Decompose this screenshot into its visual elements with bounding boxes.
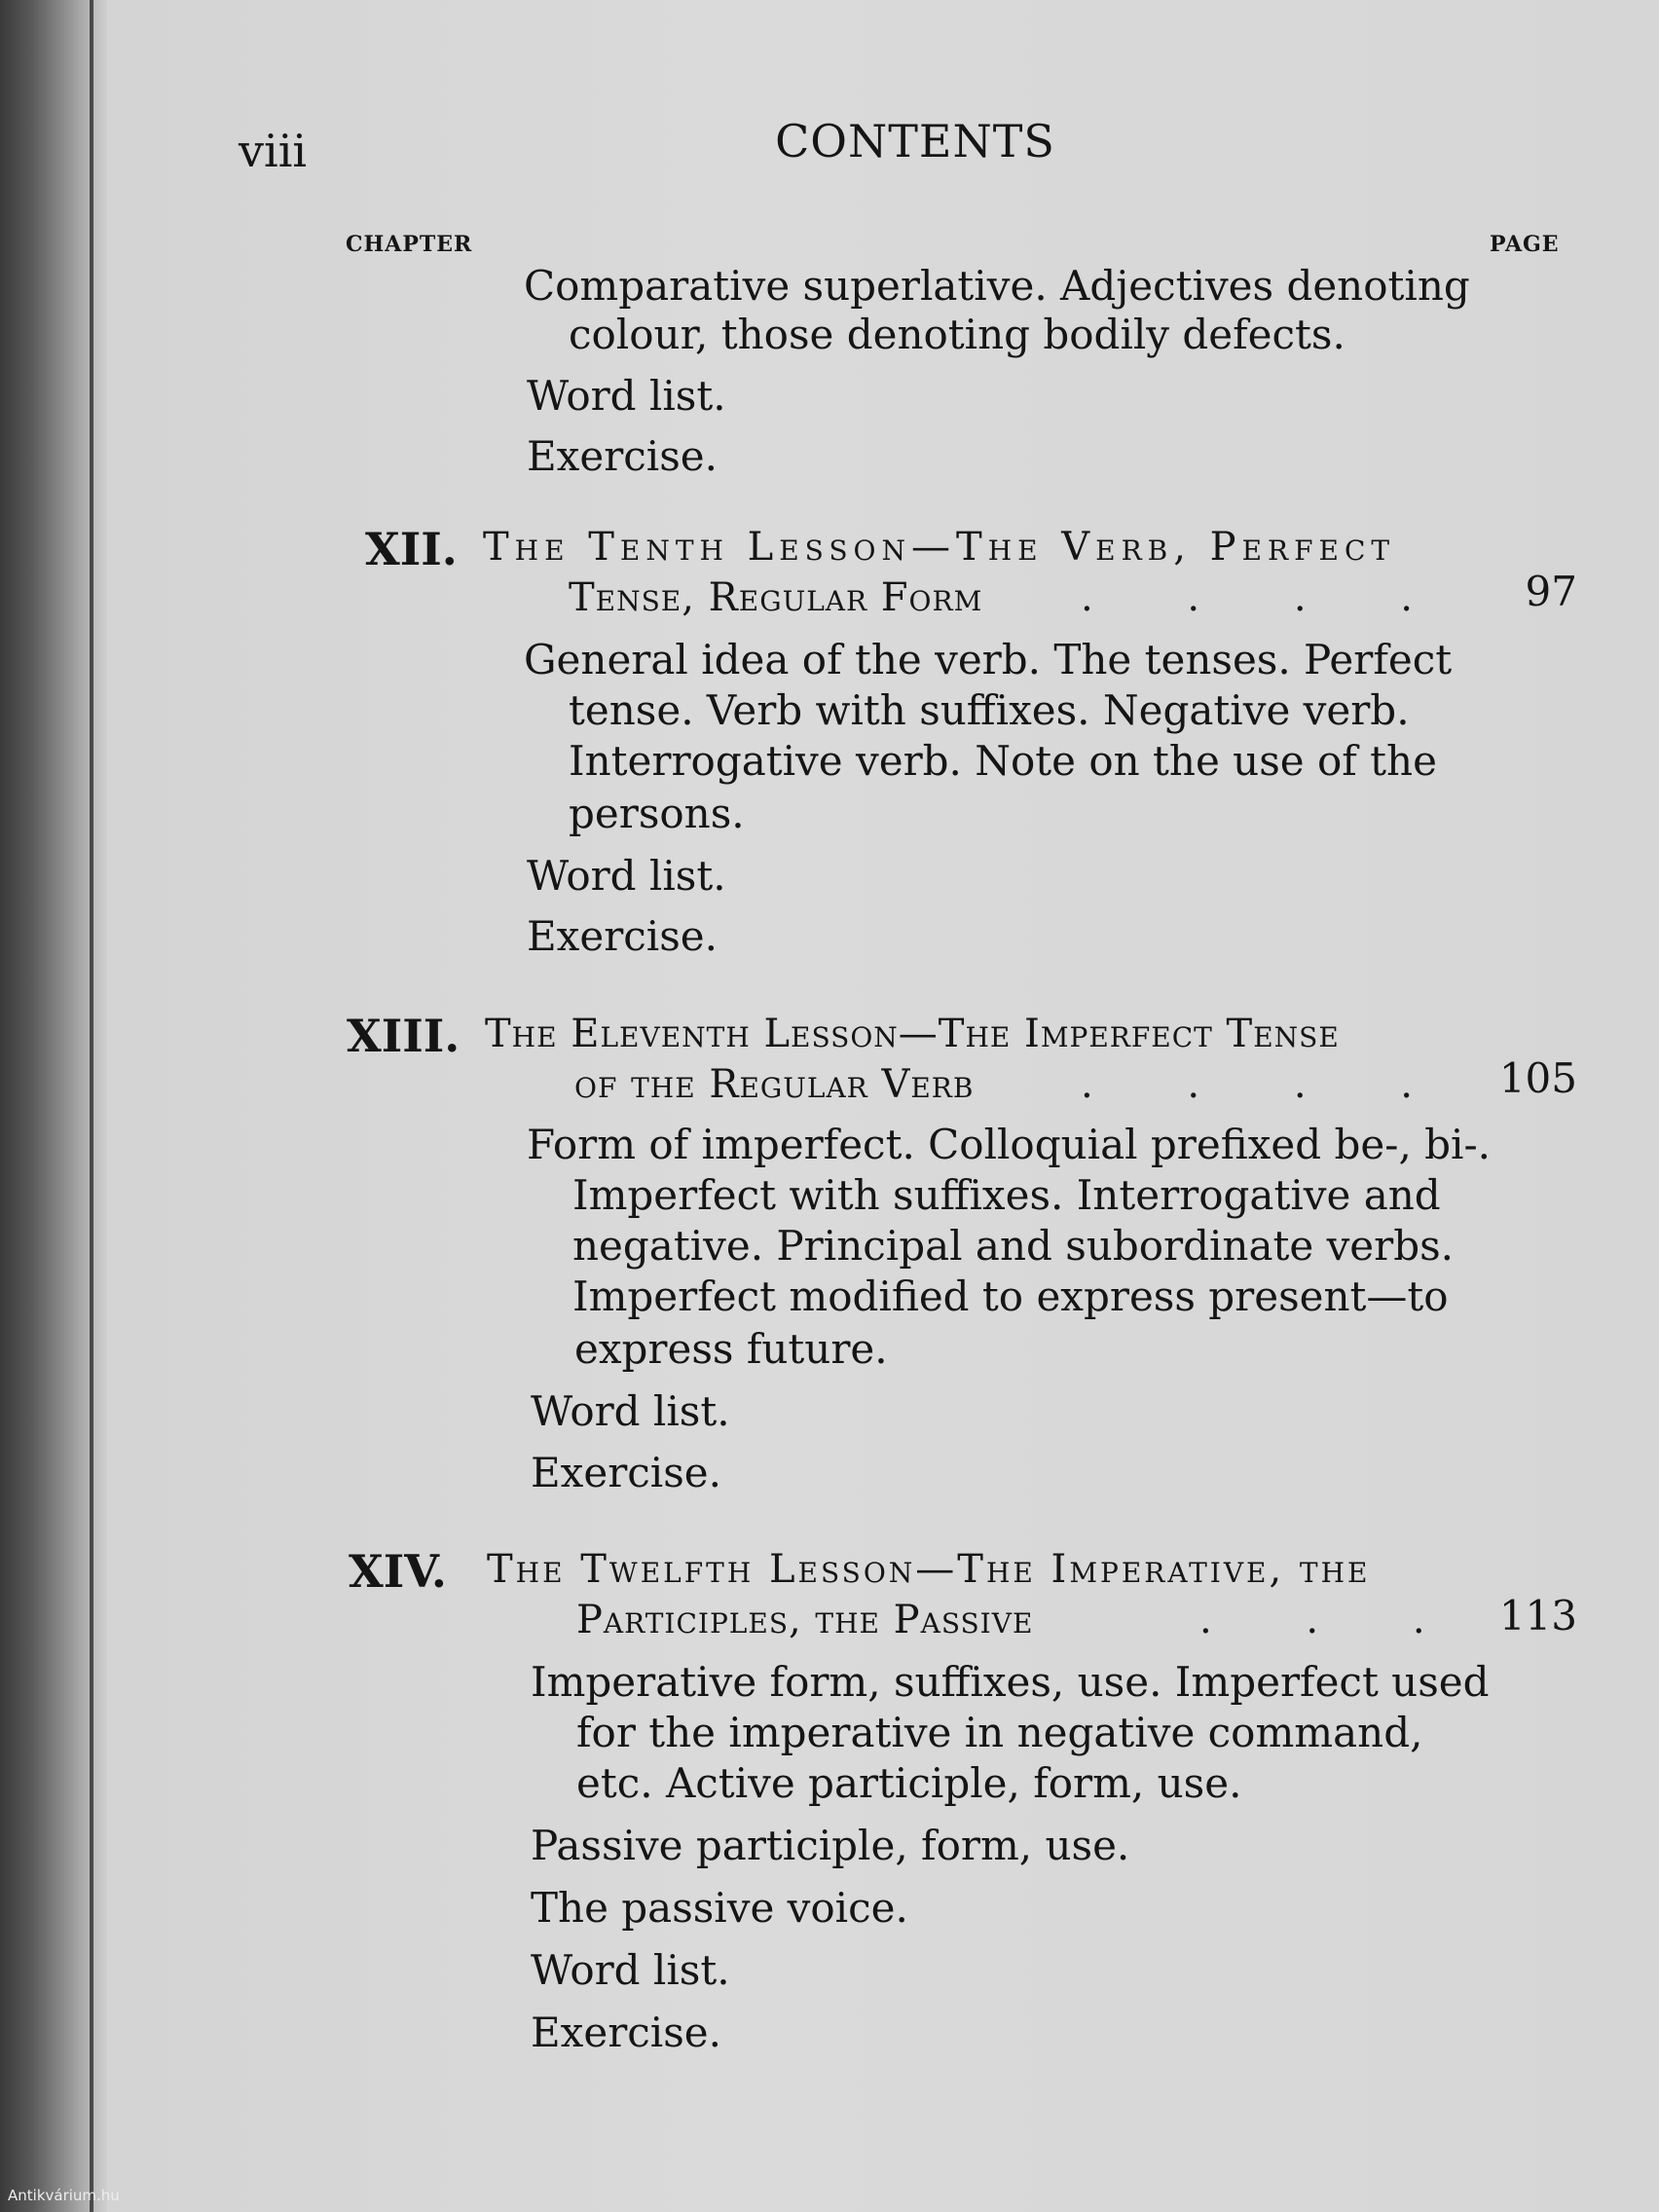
chapter-xii-page-number: 97: [1525, 568, 1577, 615]
running-head: [239, 115, 1524, 183]
chapter-column-label: CHAPTER: [346, 232, 473, 257]
chapter-xii-summary-1: General idea of the verb. The tenses. Perfect: [524, 636, 1453, 683]
continued-word-list: Word list.: [527, 372, 726, 420]
chapter-xiv-page-number: 113: [1498, 1592, 1577, 1640]
chapter-xiv-numeral: XIV.: [349, 1545, 447, 1598]
chapter-xii-exercise: Exercise.: [527, 912, 718, 960]
chapter-xiv-heading-2: Participles, the Passive: [576, 1598, 1034, 1642]
chapter-xii-summary-2: tense. Verb with suffixes. Negative verb.: [569, 686, 1410, 734]
continued-line-1: Comparative superlative. Adjectives denoting: [524, 262, 1470, 310]
chapter-xiii-heading-2: of the Regular Verb: [574, 1062, 975, 1107]
watermark: Antikvárium.hu: [8, 2187, 120, 2204]
chapter-xiii-leader-dots: . . . .: [1081, 1062, 1455, 1107]
chapter-xiv-exercise: Exercise.: [531, 2009, 721, 2056]
chapter-xiv-leader-dots: . . .: [1199, 1598, 1466, 1642]
continued-line-2: colour, those denoting bodily defects.: [569, 311, 1346, 358]
chapter-xiii-summary-2: Imperfect with suffixes. Interrogative and: [572, 1171, 1441, 1219]
chapter-xii-heading-1: The Tenth Lesson—The Verb, Perfect: [483, 525, 1396, 570]
chapter-xiii-heading-1: The Eleventh Lesson—The Imperfect Tense: [485, 1012, 1340, 1056]
chapter-xii-summary-4: persons.: [569, 790, 745, 837]
folio: viii: [239, 125, 308, 177]
chapter-xiii-page-number: 105: [1498, 1054, 1577, 1102]
chapter-xiii-summary-1: Form of imperfect. Colloquial prefixed be-, bi-.: [527, 1121, 1492, 1168]
chapter-xiii-summary-4: Imperfect modified to express present—to: [572, 1272, 1449, 1320]
chapter-xiv-summary-3: etc. Active participle, form, use.: [576, 1759, 1242, 1807]
page-column-label: PAGE: [1490, 232, 1560, 257]
chapter-xiii-summary-5: express future.: [574, 1325, 888, 1373]
continued-exercise: Exercise.: [527, 432, 718, 480]
chapter-xiii-word-list: Word list.: [531, 1387, 730, 1435]
chapter-xii-numeral: XII.: [365, 523, 458, 575]
chapter-xii-heading-2: Tense, Regular Form: [569, 575, 983, 620]
chapter-xiv-extra-1: Passive participle, form, use.: [531, 1822, 1130, 1869]
chapter-xiv-summary-1: Imperative form, suffixes, use. Imperfect used: [531, 1658, 1490, 1706]
chapter-xiii-exercise: Exercise.: [531, 1449, 721, 1496]
page-title: CONTENTS: [775, 115, 1055, 167]
gutter-line: [90, 0, 93, 2212]
chapter-xiii-numeral: XIII.: [347, 1010, 461, 1062]
chapter-xii-summary-3: Interrogative verb. Note on the use of the: [569, 737, 1437, 785]
chapter-xiv-heading-1: The Twelfth Lesson—The Imperative, the: [487, 1547, 1371, 1592]
chapter-xiv-word-list: Word list.: [531, 1946, 730, 1994]
chapter-xiv-extra-2: The passive voice.: [531, 1884, 908, 1932]
chapter-xiv-summary-2: for the imperative in negative command,: [576, 1709, 1423, 1756]
chapter-xii-leader-dots: . . . .: [1081, 575, 1455, 620]
chapter-xii-word-list: Word list.: [527, 852, 726, 900]
chapter-xiii-summary-3: negative. Principal and subordinate verbs.: [572, 1222, 1455, 1270]
